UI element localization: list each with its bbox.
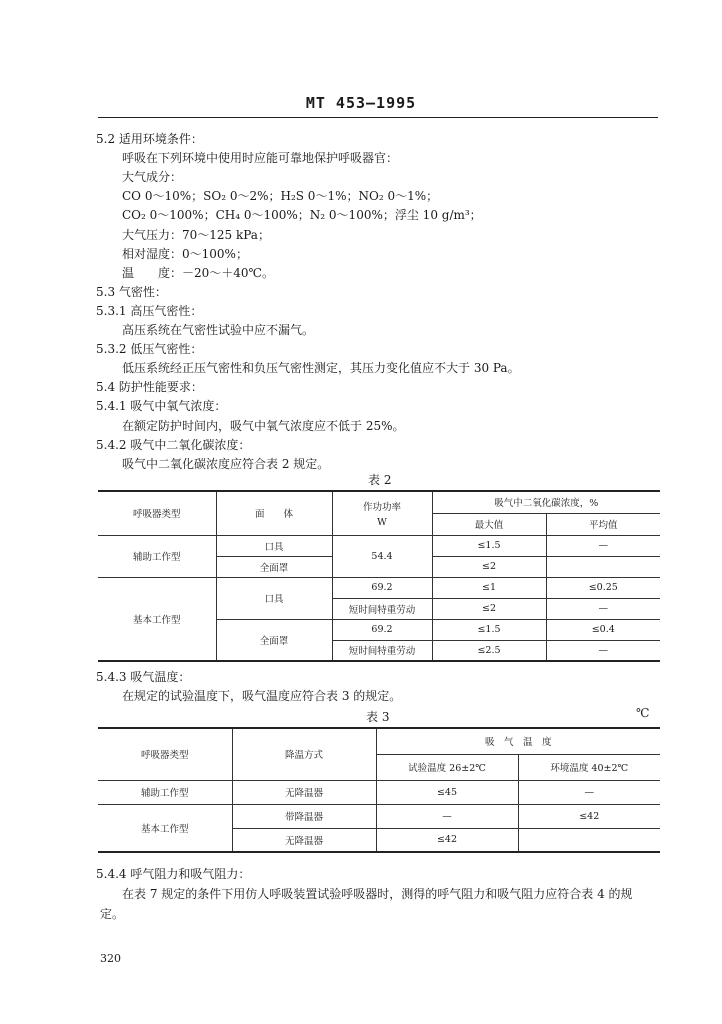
section-5-4-4-text-1: 在表 7 规定的条件下用仿人呼吸装置试验呼吸器时，测得的呼气阻力和吸气阻力应符合表 4 的规: [122, 887, 633, 901]
table3-b-r1-cool: 带降温器: [232, 804, 376, 828]
table3-b-r1-test: —: [376, 804, 518, 828]
table3-header-test: 试验温度 26±2℃: [376, 754, 518, 780]
text-line: 吸气中二氧化碳浓度应符合表 2 规定。: [122, 456, 330, 471]
table2-b-r4-work: 短时间特重劳动: [332, 640, 432, 661]
table2-b-r2-avg: —: [546, 598, 660, 619]
table3-b-r2-env: [518, 828, 660, 852]
table2-b-r1-max: ≤1: [432, 577, 546, 598]
table3-aux-test: ≤45: [376, 780, 518, 804]
table-3: [98, 727, 660, 853]
table2-aux-work: 54.4: [332, 535, 432, 577]
text-line: CO 0～10%；SO₂ 0～2%；H₂S 0～1%；NO₂ 0～1%；: [122, 189, 439, 204]
table2-caption: 表 2: [368, 473, 392, 487]
text-line: 大气压力：70～125 kPa；: [122, 227, 270, 242]
table2-header-work-label: 作功功率: [362, 501, 401, 513]
text-line: 5.3.1 高压气密性：: [96, 303, 203, 318]
text-line: 5.4 防护性能要求：: [96, 380, 203, 395]
text-line: 温 度：－20～＋40℃。: [122, 265, 274, 280]
page-number: 320: [100, 952, 121, 965]
text-line: CO₂ 0～100%；CH₄ 0～100%；N₂ 0～100%；浮尘 10 g/m³；: [122, 208, 482, 223]
table3-b-r1-env: ≤42: [518, 804, 660, 828]
text-line: 5.4.1 吸气中氧气浓度：: [96, 399, 227, 414]
table2-aux-r2-max: ≤2: [432, 556, 546, 577]
table2-header-co2: 吸气中二氧化碳浓度，%: [432, 491, 660, 513]
table3-header-cool: 降温方式: [232, 728, 376, 780]
table2-basic-face-mouth: 口具: [216, 577, 332, 619]
table2-b-r3-work: 69.2: [332, 619, 432, 640]
table3-b-r2-test: ≤42: [376, 828, 518, 852]
table2-aux-r2-avg: [546, 556, 660, 577]
table2-b-r3-max: ≤1.5: [432, 619, 546, 640]
section-5-4-4-text-2: 定。: [100, 907, 125, 921]
table3-b-r2-cool: 无降温器: [232, 828, 376, 852]
text-line: 5.3 气密性：: [96, 284, 167, 299]
text-line: 大气成分：: [122, 170, 183, 185]
text-line: 在额定防护时间内，吸气中氧气浓度应不低于 25%。: [122, 418, 405, 433]
section-5-4-3-title: 5.4.3 吸气温度：: [96, 670, 191, 684]
table2-b-r1-work: 69.2: [332, 577, 432, 598]
text-line: 5.2 适用环境条件：: [96, 132, 203, 146]
table3-basic-type: 基本工作型: [98, 804, 232, 852]
header-rule: [98, 117, 658, 118]
table2-aux-type: 辅助工作型: [98, 535, 216, 577]
table2-aux-face-full: 全面罩: [216, 556, 332, 577]
table2-header-type: 呼吸器类型: [98, 491, 216, 535]
table2-b-r4-max: ≤2.5: [432, 640, 546, 661]
table2-header-face: 面 体: [216, 491, 332, 535]
table2-header-max: 最大值: [432, 513, 546, 535]
table3-header-temp: 吸 气 温 度: [376, 728, 660, 754]
table2-b-r3-avg: ≤0.4: [546, 619, 660, 640]
table2-b-r4-avg: —: [546, 640, 660, 661]
table2-aux-r1-max: ≤1.5: [432, 535, 546, 556]
table2-header-avg: 平均值: [546, 513, 660, 535]
table2-b-r2-max: ≤2: [432, 598, 546, 619]
table3-caption: 表 3: [366, 710, 390, 724]
table3-aux-env: —: [518, 780, 660, 804]
table-2: [98, 490, 660, 662]
text-line: 5.4.2 吸气中二氧化碳浓度：: [96, 437, 251, 452]
table2-basic-face-full: 全面罩: [216, 619, 332, 661]
table3-aux-cool: 无降温器: [232, 780, 376, 804]
table2-b-r2-work: 短时间特重劳动: [332, 598, 432, 619]
table3-header-env: 环境温度 40±2℃: [518, 754, 660, 780]
table3-header-type: 呼吸器类型: [98, 728, 232, 780]
text-line: 相对湿度：0～100%；: [122, 246, 248, 261]
text-line: 呼吸在下列环境中使用时应能可靠地保护呼吸器官：: [122, 151, 399, 166]
page-header: MT 453—1995: [305, 94, 417, 112]
table2-aux-face-mouth: 口具: [216, 535, 332, 556]
table2-b-r1-avg: ≤0.25: [546, 577, 660, 598]
table3-aux-type: 辅助工作型: [98, 780, 232, 804]
table2-aux-r1-avg: —: [546, 535, 660, 556]
section-5-4-4-title: 5.4.4 呼气阻力和吸气阻力：: [96, 867, 251, 881]
section-5-4-3-text: 在规定的试验温度下，吸气温度应符合表 3 的规定。: [122, 689, 402, 703]
table2-header-work-unit: W: [377, 516, 387, 528]
text-line: 低压系统经正压气密性和负压气密性测定，其压力变化值应不大于 30 Pa。: [122, 361, 520, 376]
table3-unit: ℃: [636, 706, 650, 720]
table2-header-work: [332, 491, 432, 535]
text-line: 高压系统在气密性试验中应不漏气。: [122, 323, 315, 337]
text-line: 5.3.2 低压气密性：: [96, 342, 203, 357]
table2-basic-type: 基本工作型: [98, 577, 216, 661]
